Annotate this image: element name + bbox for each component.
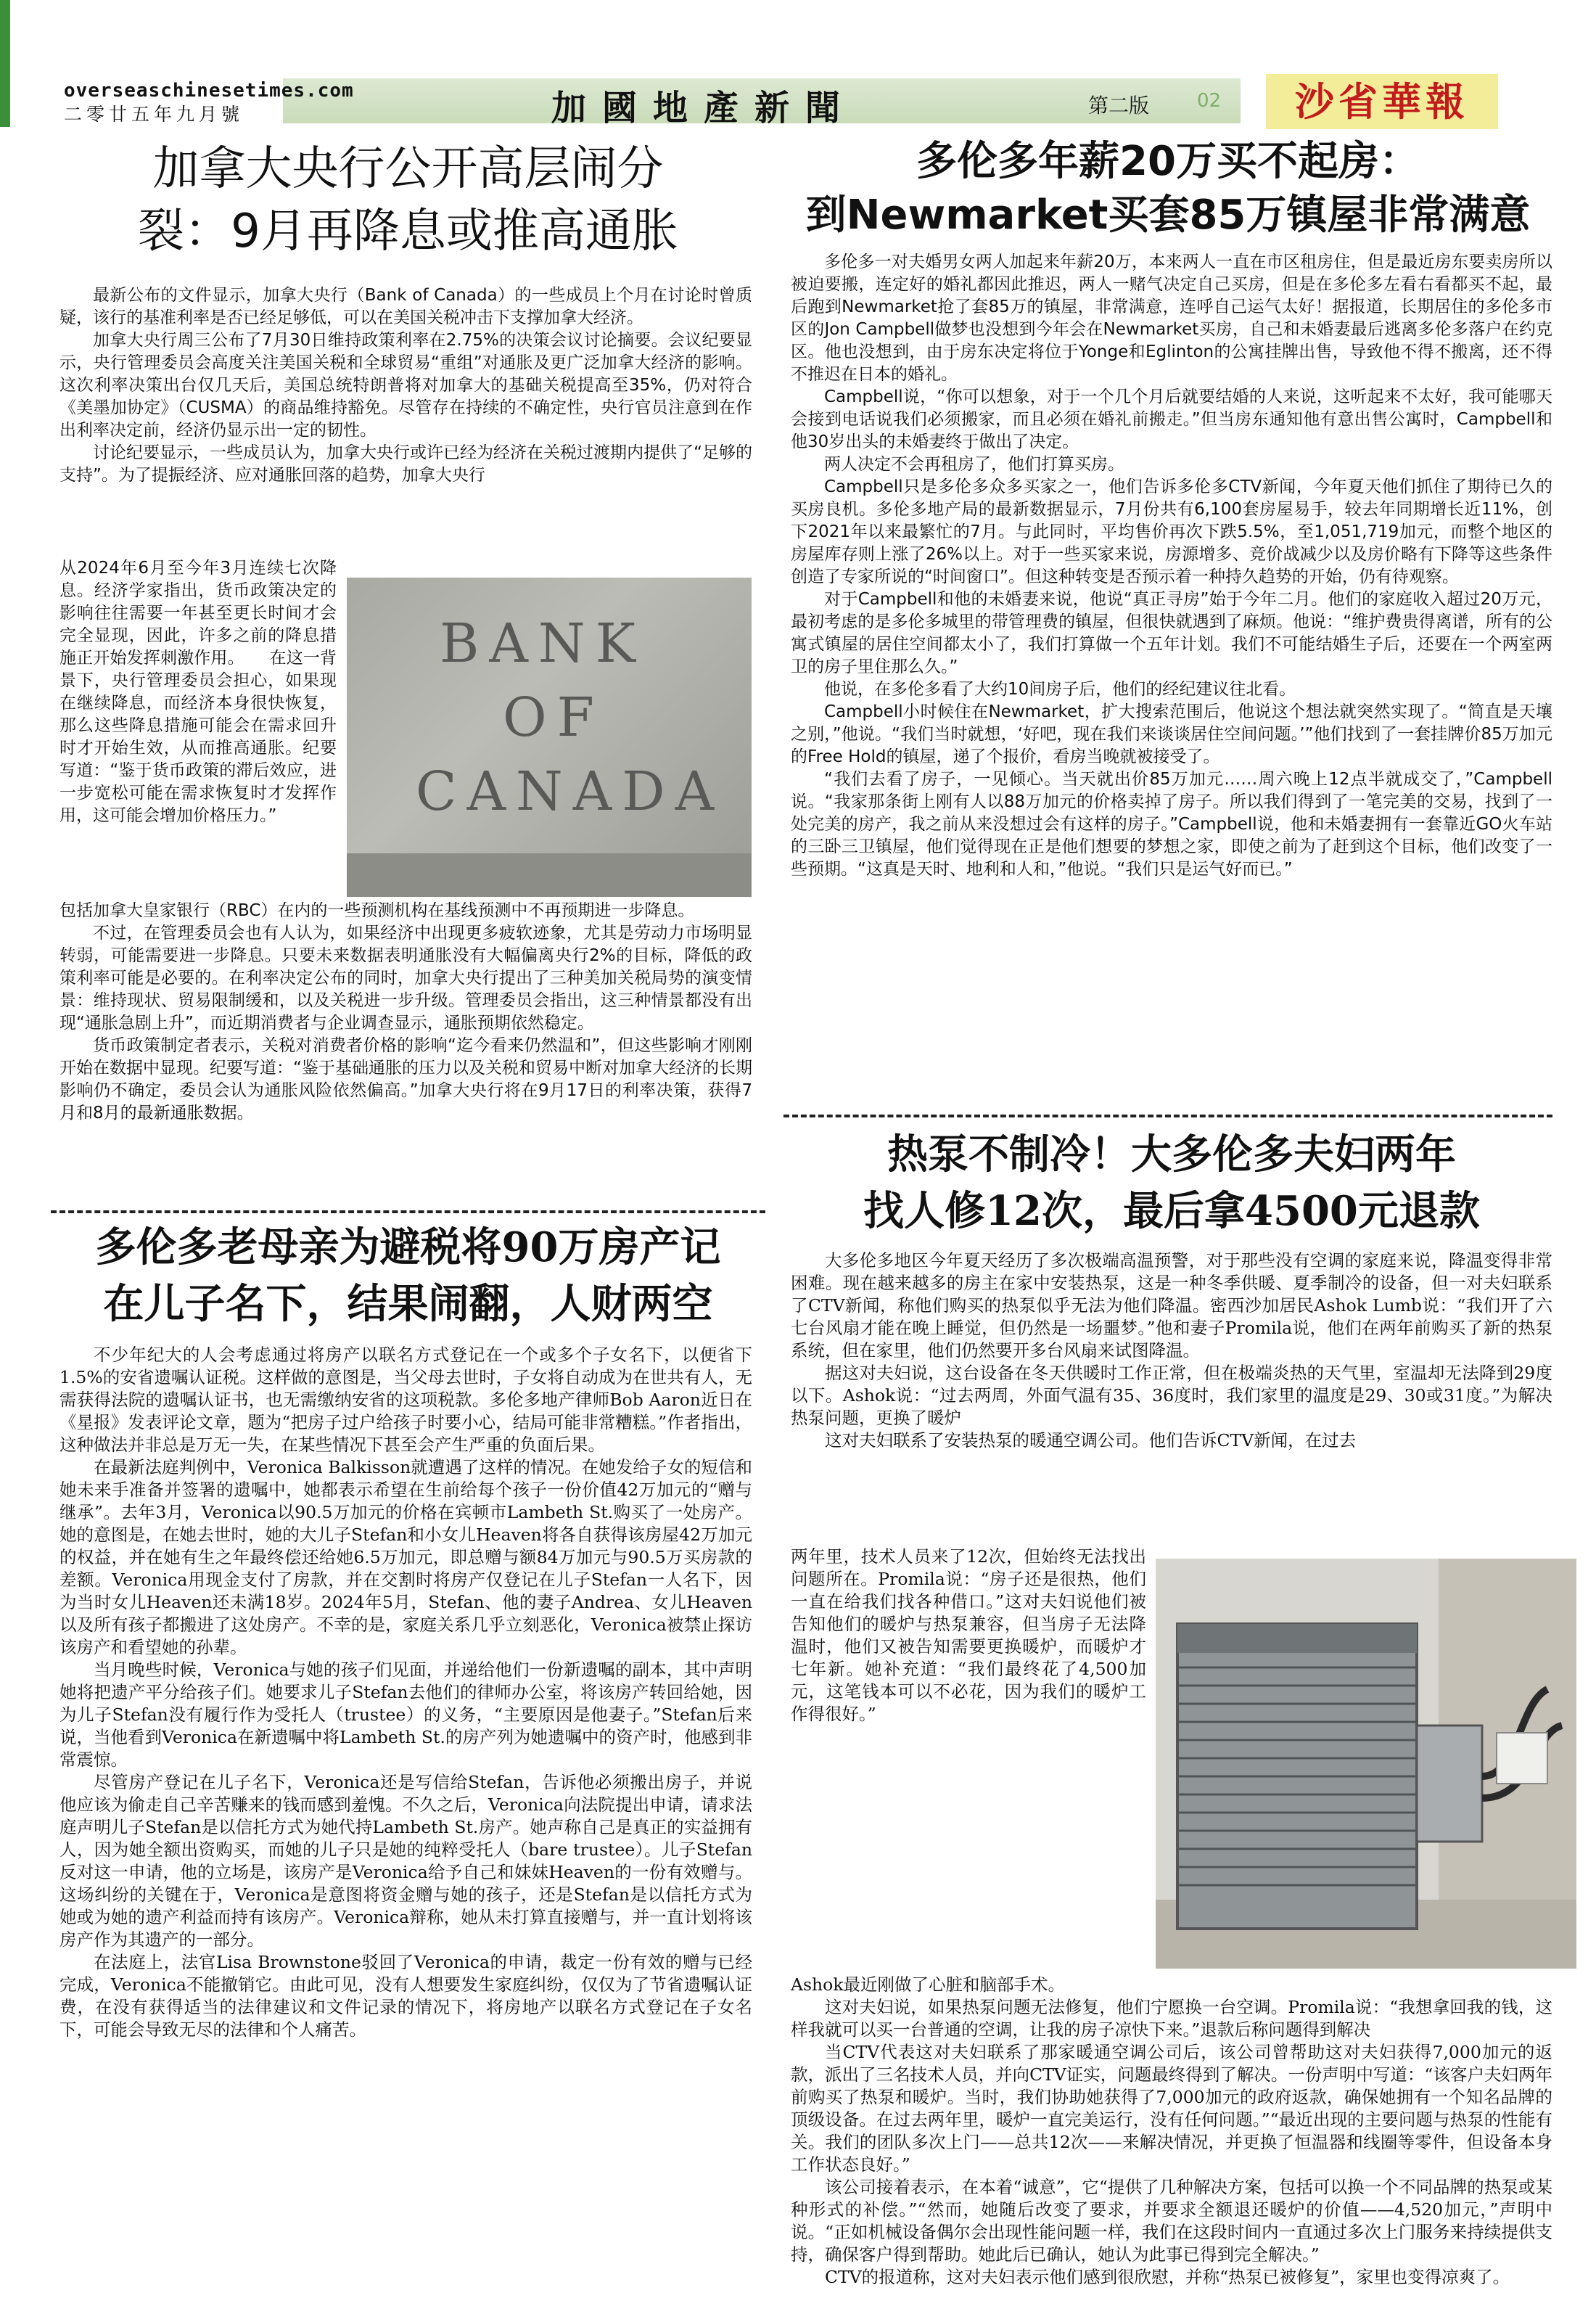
- article3-paragraph: 尽管房产登记在儿子名下，Veronica还是写信给Stefan，告诉他必须搬出房子，并说他应该为偷走自己辛苦赚来的钱而感到羞愧。不久之后，Veronica向法院提出申请，请求法庭声明儿子Stefan是以信托方式为她代持Lambeth St.房产。她声称自己是真正的实益拥有人，因为她全额出资购买，而她的儿子只是她的纯粹受托人（bare trustee）。儿子Stefan反对这一申请，他的立场是，该房产是Veronica给予自己和妹妹Heaven的一份有效赠与。这场纠纷的关键在于，Veronica是意图将资金赠与她的孩子，还是Stefan是以信托方式为她或为她的遗产利益而持有该房产。Veronica辩称，她从未打算直接赠与，并一直计划将该房产作为其遗产的一部分。: [59, 1772, 752, 1950]
- article4-wrap-column: [791, 1546, 1146, 1974]
- article3-headline: [51, 1219, 765, 1332]
- article2-headline-line1: 多伦多年薪20万买不起房：: [916, 138, 1420, 185]
- article2-paragraph: 两人决定不会再租房了，他们打算买房。: [824, 455, 1124, 474]
- article2-paragraph: 多伦多一对夫婚男女两人加起来年薪20万，本来两人一直在市区租房住，但是最近房东要卖房所以被迫要搬，连定好的婚礼都因此推迟，两人一赌气决定自己买房，但是在多伦多左看右看都买不起，最后跑到Newmarket抢了套85万的镇屋，非常满意，连呼自己运气太好！据报道，长期居住的多伦多市区的Jon Campbell做梦也没想到今年会在Newmarket买房，自己和未婚妻最后逃离多伦多落户在约克区。他也没想到，由于房东决定将位于Yonge和Eglinton的公寓挂牌出售，导致他不得不搬离，还不得不推迟在日本的婚礼。: [791, 253, 1552, 384]
- article1-paragraph: 不过，在管理委员会也有人认为，如果经济中出现更多疲软迹象，尤其是劳动力市场明显转弱，可能需要进一步降息。只要未来数据表明通胀没有大幅偏离央行2%的目标，降低的政策利率可能是必要的。在利率决定公布的同时，加拿大央行提出了三种美加关税局势的演变情景：维持现状、贸易限制缓和，以及关税进一步升级。管理委员会指出，这三种情景都没有出现“通胀急剧上升”，而近期消费者与企业调查显示，通胀预期依然稳定。: [59, 924, 752, 1033]
- article4-paragraph: CTV的报道称，这对夫妇表示他们感到很欣慰，并称“热泵已被修复”，家里也变得凉爽了。: [825, 2267, 1510, 2287]
- heat-pump-photo: [1156, 1559, 1576, 1969]
- article2-headline: [794, 135, 1542, 242]
- photo-word-of: OF: [503, 686, 605, 749]
- heat-pump-illustration: [1156, 1559, 1576, 1969]
- article3-body: [59, 1344, 752, 2041]
- photo-word-bank: BANK: [440, 612, 646, 675]
- article4-headline-line2: 找人修12次，最后拿4500元退款: [863, 1187, 1480, 1235]
- article1-wrap-text: 从2024年6月至今年3月连续七次降息。经济学家指出，货币政策决定的影响往往需要一年甚至更长时间才会完全显现，因此，许多之前的降息措施正开始发挥刺激作用。 在这一背景下，央行管理委员会担心，如果现在继续降息，而经济本身很快恢复，那么这些降息措施可能会在需求回升时才开始生效，从而推高通胀。纪要写道：“鉴于货币政策的滞后效应，进一步宽松可能在需求恢复时才发挥作用，这可能会增加价格压力。”: [59, 559, 337, 825]
- article1-paragraph: 讨论纪要显示，一些成员认为，加拿大央行或许已经为经济在关税过渡期内提供了“足够的支持”。为了提振经济、应对通胀回落的趋势，加拿大央行: [59, 443, 752, 485]
- article1-paragraph: 货币政策制定者表示，关税对消费者价格的影响“迄今看来仍然温和”，但这些影响才刚刚开始在数据中显现。纪要写道：“鉴于基础通胀的压力以及关税和贸易中断对加拿大经济的长期影响仍不确定，委员会认为通胀风险依然偏高。”加拿大央行将在9月17日的利率决策，获得7月和8月的最新通胀数据。: [59, 1036, 752, 1123]
- article1-headline-line1: 加拿大央行公开高层闹分: [152, 142, 664, 196]
- article1-wrap-tail: 包括加拿大皇家银行（RBC）在内的一些预测机构在基线预测中不再预期进一步降息。: [59, 901, 695, 920]
- article4-paragraph: 据这对夫妇说，这台设备在冬天供暖时工作正常，但在极端炎热的天气里，室温却无法降到29度以下。Ashok说：“过去两周，外面气温有35、36度时，我们家里的温度是29、30或31度。”为解决热泵问题，更换了暖炉: [791, 1363, 1552, 1428]
- bank-of-canada-photo: [347, 578, 752, 897]
- article4-paragraph: 该公司接着表示，在本着“诚意”，它“提供了几种解决方案，包括可以换一个不同品牌的热泵或某种形式的补偿。”“然而，她随后改变了要求，并要求全额退还暖炉的价值——4,520加元，”声明中说。“正如机械设备偶尔会出现性能问题一样，我们在这段时间内一直通过多次上门服务来持续提供支持，确保客户得到帮助。她此后已确认，她认为此事已得到完全解决。”: [791, 2177, 1552, 2265]
- article4-wrap-tail: Ashok最近刚做了心脏和脑部手术。: [791, 1974, 1066, 1995]
- article4-wrap-text: 两年里，技术人员来了12次，但始终无法找出问题所在。Promila说：“房子还是很热，他们一直在给我们找各种借口。”这对夫妇说他们被告知他们的暖炉与热泵兼容，但当房子无法降温时，他们又被告知需要更换暖炉，而暖炉才七年新。她补充道：“我们最终花了4,500加元，这笔钱本可以不必花，因为我们的暖炉工作得很好。”: [791, 1546, 1146, 1724]
- photo-stone-base: [347, 853, 752, 897]
- article3-paragraph: 当月晚些时候，Veronica与她的孩子们见面，并递给他们一份新遗嘱的副本，其中声明她将把遗产平分给孩子们。她要求儿子Stefan去他们的律师办公室，将该房产转回给她，因为儿子Stefan没有履行作为受托人（trustee）的义务，“主要原因是他妻子。”Stefan后来说，当他看到Veronica在新遗嘱中将Lambeth St.的房产列为她遗嘱中的资产时，他感到非常震惊。: [59, 1659, 752, 1770]
- article4-paragraph: 这对夫妇说，如果热泵问题无法修复，他们宁愿换一台空调。Promila说：“我想拿回我的钱，这样我就可以买一台普通的空调，让我的房子凉快下来。”退款后称问题得到解决: [791, 1997, 1552, 2040]
- article4-body-top: [791, 1250, 1552, 1452]
- article4-paragraph: 大多伦多地区今年夏天经历了多次极端高温预警，对于那些没有空调的家庭来说，降温变得非常困难。现在越来越多的房主在家中安装热泵，这是一种冬季供暖、夏季制冷的设备，但一对夫妇联系了CTV新闻，称他们购买的热泵似乎无法为他们降温。密西沙加居民Ashok Lumb说：“我们开了六七台风扇才能在晚上睡觉，但仍然是一场噩梦。”他和妻子Promila说，他们在两年前购买了新的热泵系统，但在家里，他们仍然要开多台风扇来试图降温。: [791, 1250, 1552, 1361]
- section-divider: [51, 1210, 765, 1213]
- article3-paragraph: 不少年纪大的人会考虑通过将房产以联名方式登记在一个或多个子女名下，以便省下1.5%的安省遗嘱认证税。这样做的意图是，当父母去世时，子女将自动成为在世共有人，无需获得法院的遗嘱认证书，也无需缴纳安省的这项税款。多伦多地产律师Bob Aaron近日在《星报》发表评论文章，题为“把房子过户给孩子时要小心，结局可能非常糟糕。”作者指出，这种做法并非总是万无一失，在某些情况下甚至会产生严重的负面后果。: [59, 1345, 752, 1455]
- article3-paragraph: 在最新法庭判例中，Veronica Balkisson就遭遇了这样的情况。在她发给子女的短信和她未来手准备并签署的遗嘱中，她都表示希望在生前给每个孩子一份价值42万加元的“赠与继承”。去年3月，Veronica以90.5万加元的价格在宾顿市Lambeth St.购买了一处房产。她的意图是，在她去世时，她的大儿子Stefan和小女儿Heaven将各自获得该房屋42万加元的权益，并在她有生之年最终偿还给她6.5万加元，即总赠与额84万加元与90.5万买房款的差额。Veronica用现金支付了房款，并在交割时将房产仅登记在儿子Stefan一人名下，因为当时女儿Heaven还未满18岁。2024年5月，Stefan、他的妻子Andrea、女儿Heaven以及所有孩子都搬进了这处房产。不幸的是，家庭关系几乎立刻恶化，Veronica被禁止探访该房产和看望她的孙辈。: [59, 1457, 752, 1657]
- article4-headline-line1: 热泵不制冷！大多伦多夫妇两年: [887, 1131, 1456, 1178]
- article1-body-top: [59, 284, 752, 487]
- header-accent-bar: [0, 0, 10, 127]
- section-title: 加國地產新聞: [551, 88, 857, 128]
- section-divider: [783, 1115, 1552, 1117]
- article2-paragraph: Campbell说，“你可以想象，对于一个几个月后就要结婚的人来说，这听起来不太好，我可能哪天会接到电话说我们必须搬家，而且必须在婚礼前搬走。”但当房东通知他有意出售公寓时，Campbell和他30岁出头的未婚妻终于做出了决定。: [791, 387, 1552, 451]
- article1-paragraph: 加拿大央行周三公布了7月30日维持政策利率在2.75%的决策会议讨论摘要。会议纪要显示，央行管理委员会高度关注美国关税和全球贸易“重组”对通胀及更广泛加拿大经济的影响。这次利率决策出台仅几天后，美国总统特朗普将对加拿大的基础关税提高至35%，仍对符合《美墨加协定》（CUSMA）的商品维持豁免。尽管存在持续的不确定性，央行官员注意到在作出利率决定前，经济仍显示出一定的韧性。: [59, 331, 752, 440]
- photo-word-canada: CANADA: [416, 760, 725, 823]
- issue-date: 二零廿五年九月號: [64, 104, 244, 125]
- article2-paragraph: Campbell小时候住在Newmarket，扩大搜索范围后，他说这个想法就突然实现了。“简直是天壤之别，”他说。“我们当时就想，‘好吧，现在我们来谈谈居住空间问题。’”他们找到了一套挂牌价85万加元的Free Hold的镇屋，递了个报价，看房当晚就被接受了。: [791, 702, 1552, 766]
- article1-headline: [51, 138, 765, 263]
- article3-headline-line2: 在儿子名下，结果闹翻，人财两空: [103, 1280, 713, 1328]
- site-url[interactable]: overseaschinesetimes.com: [64, 80, 354, 102]
- article3-paragraph: 在法庭上，法官Lisa Brownstone驳回了Veronica的申请，裁定一份有效的赠与已经完成，Veronica不能撤销它。由此可见，没有人想要发生家庭纠纷，仅仅为了节省遗嘱认证费，在没有获得适当的法律建议和文件记录的情况下，将房地产以联名方式登记在子女名下，可能会导致无尽的法律和个人痛苦。: [59, 1952, 752, 2040]
- article1-headline-line2: 裂：9月再降息或推高通胀: [138, 205, 678, 258]
- article1-body-bottom: [59, 900, 752, 1125]
- article2-paragraph: 他说，在多伦多看了大约10间房子后，他们的经纪建议往北看。: [824, 680, 1296, 699]
- newspaper-logo: 沙省華報: [1266, 74, 1498, 129]
- article4-paragraph: 当CTV代表这对夫妇联系了那家暖通空调公司后，该公司曾帮助这对夫妇获得7,000加元的返款，派出了三名技术人员，并向CTV证实，问题最终得到了解决。一份声明中写道：“该客户夫妇两年前购买了热泵和暖炉。当时，我们协助她获得了7,000加元的政府返款，确保她拥有一个知名品牌的顶级设备。在过去两年里，暖炉一直完美运行，没有任何问题。”“最近出现的主要问题与热泵的性能有关。我们的团队多次上门——总共12次——来解决情况，并更换了恒温器和线圈等零件，但设备本身工作状态良好。”: [791, 2042, 1552, 2175]
- page-number: 02: [1197, 90, 1222, 112]
- article2-paragraph: 对于Campbell和他的未婚妻来说，他说“真正寻房”始于今年二月。他们的家庭收入超过20万元，最初考虑的是多伦多城里的带管理费的镇屋，但很快就遇到了麻烦。他说：“维护费贵得离谱，所有的公寓式镇屋的居住空间都太小了，我们打算做一个五年计划。我们不可能结婚生子后，还要在一个两室两卫的房子里住那么久。”: [791, 590, 1552, 676]
- article2-headline-line2: 到Newmarket买套85万镇屋非常满意: [805, 192, 1531, 239]
- article2-paragraph: Campbell只是多伦多众多买家之一，他们告诉多伦多CTV新闻，今年夏天他们抓住了期待已久的买房良机。多伦多地产局的最新数据显示，7月份共有6,100套房屋易手，较去年同期增长近11%，创下2021年以来最繁忙的7月。与此同时，平均售价再次下跌5.5%，至1,051,719加元，而整个地区的房屋库存则上涨了26%以上。对于一些买家来说，房源增多、竞价战减少以及房价略有下降等这些条件创造了专家所说的“时间窗口”。但这种转变是否预示着一种持久趋势的开始，仍有待观察。: [791, 477, 1552, 586]
- article2-body: [791, 251, 1552, 881]
- article4-body-bottom: [791, 1974, 1552, 2289]
- article3-headline-line1: 多伦多老母亲为避税将90万房产记: [95, 1223, 721, 1271]
- article4-paragraph: 这对夫妇联系了安装热泵的暖通空调公司。他们告诉CTV新闻，在过去: [825, 1430, 1357, 1451]
- article1-paragraph: 最新公布的文件显示，加拿大央行（Bank of Canada）的一些成员上个月在讨论时曾质疑，该行的基准利率是否已经足够低，可以在美国关税冲击下支撑加拿大经济。: [59, 286, 752, 327]
- article4-headline: [791, 1126, 1552, 1239]
- page-label: 第二版: [1088, 94, 1150, 118]
- article2-paragraph: “我们去看了房子，一见倾心。当天就出价85万加元……周六晚上12点半就成交了，”Campbell说。“我家那条街上刚有人以88万加元的价格卖掉了房子。所以我们得到了一笔完美的交易，找到了一处完美的房产，我之前从来没想过会有这样的房子。”Campbell说，他和未婚妻拥有一套靠近GO火车站的三卧三卫镇屋，他们觉得现在正是他们想要的梦想之家，即使之前为了赶到这个目标，他们改变了一些预期。“这真是天时、地利和人和，”他说。“我们只是运气好而已。”: [791, 770, 1552, 879]
- article1-wrap-column: [59, 557, 337, 898]
